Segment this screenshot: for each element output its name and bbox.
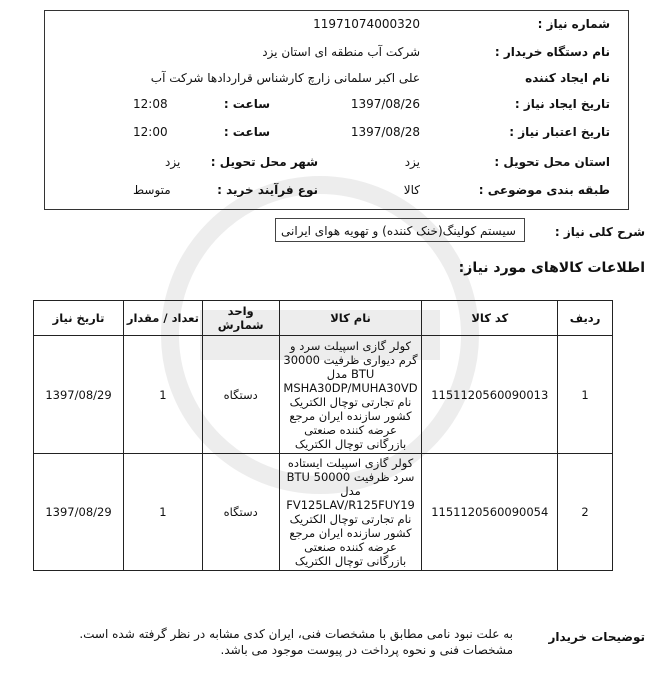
col-header-unit: واحد شمارش	[202, 301, 279, 336]
col-header-need-date: تاریخ نیاز	[34, 301, 124, 336]
created-date-label: تاریخ ایجاد نیاز :	[514, 97, 610, 111]
delivery-city-label: شهر محل تحویل :	[210, 155, 318, 169]
need-date-cell: 1397/08/29	[34, 336, 124, 454]
created-date-value: 1397/08/26	[350, 97, 420, 111]
delivery-province-label: استان محل تحویل :	[494, 155, 610, 169]
col-header-row-number: ردیف	[558, 301, 613, 336]
validity-time-value: 12:00	[133, 125, 168, 139]
need-info-box	[44, 10, 629, 210]
table-row	[34, 454, 613, 571]
general-description-label: شرح کلی نیاز :	[554, 225, 645, 239]
subject-class-value: کالا	[403, 183, 420, 197]
col-header-item-name: نام کالا	[279, 301, 422, 336]
general-description-value: سیستم کولینگ(خنک کننده) و تهویه هوای ایرانی	[275, 218, 525, 242]
creator-label: نام ایجاد کننده	[525, 71, 610, 85]
validity-time-label: ساعت :	[223, 125, 270, 139]
buyer-org-label: نام دستگاه خریدار :	[494, 45, 610, 59]
item-code-cell: 1151120560090054	[422, 454, 558, 571]
delivery-city-value: یزد	[165, 155, 181, 169]
item-name-cell: کولر گازی اسپیلت سرد و گرم دیواری ظرفیت 30000 BTU مدل MSHA30DP/MUHA30VD نام تجارتی توچال الکتریک کشور سازنده ایران مرجع عرضه کننده صنعتی بازرگانی توچال الکتریک	[279, 336, 422, 454]
buyer-notes-label: توضیحات خریدار	[548, 630, 645, 644]
creator-value: علی اکبر سلمانی زارچ کارشناس قراردادها شرکت آب	[150, 71, 420, 85]
unit-cell: دستگاه	[202, 454, 279, 571]
items-table	[33, 300, 613, 571]
table-header-row	[34, 301, 613, 336]
row-number-cell: 2	[558, 454, 613, 571]
item-name-cell: کولر گازی اسپیلت ایستاده سرد ظرفیت 50000 BTU مدل FV125LAV/R125FUY19 نام تجارتی توچال الکتریک کشور سازنده ایران مرجع عرضه کننده صنعتی بازرگانی توچال الکتریک	[279, 454, 422, 571]
need-number-value: 11971074000320	[313, 17, 420, 31]
purchase-process-label: نوع فرآیند خرید :	[217, 183, 318, 197]
purchase-process-value: متوسط	[133, 183, 171, 197]
delivery-province-value: یزد	[404, 155, 420, 169]
created-time-label: ساعت :	[223, 97, 270, 111]
subject-class-label: طبقه بندی موضوعی :	[478, 183, 610, 197]
unit-cell: دستگاه	[202, 336, 279, 454]
buyer-org-value: شرکت آب منطقه ای استان یزد	[262, 45, 420, 59]
item-code-cell: 1151120560090013	[422, 336, 558, 454]
items-section-title: اطلاعات کالاهای مورد نیاز:	[458, 260, 645, 276]
row-number-cell: 1	[558, 336, 613, 454]
col-header-item-code: کد کالا	[422, 301, 558, 336]
col-header-quantity: تعداد / مقدار	[124, 301, 203, 336]
need-number-label: شماره نیاز :	[537, 17, 610, 31]
table-row	[34, 336, 613, 454]
need-date-cell: 1397/08/29	[34, 454, 124, 571]
created-time-value: 12:08	[133, 97, 168, 111]
validity-date-label: تاریخ اعتبار نیاز :	[509, 125, 610, 139]
buyer-notes-text: به علت نبود نامی مطابق با مشخصات فنی، ایران کدی مشابه در نظر گرفته شده است. مشخصات فنی و نحوه پرداخت در پیوست موجود می باشد.	[79, 627, 513, 657]
quantity-cell: 1	[124, 454, 203, 571]
validity-date-value: 1397/08/28	[350, 125, 420, 139]
quantity-cell: 1	[124, 336, 203, 454]
